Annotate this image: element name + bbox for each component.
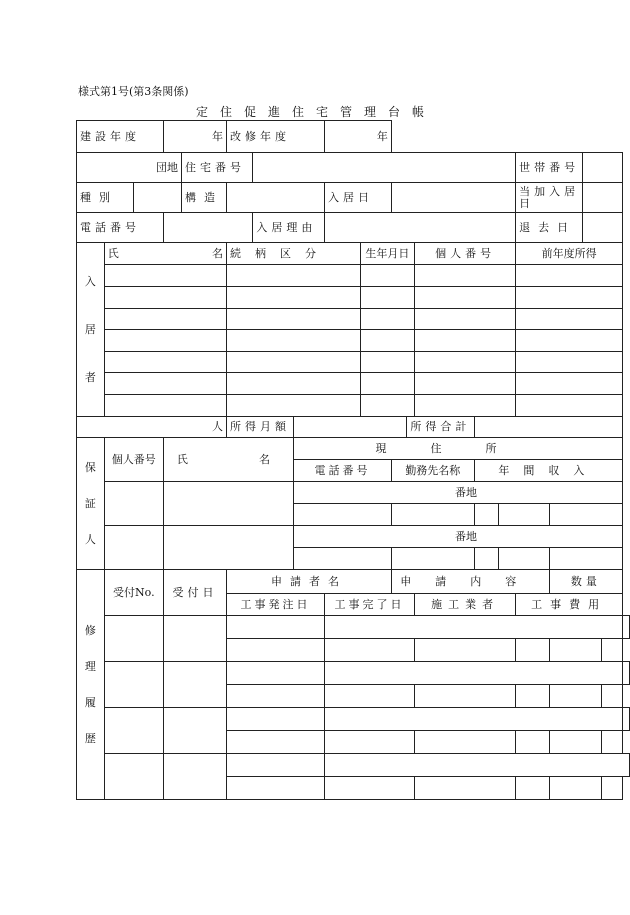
col-birth: 生年月日	[360, 243, 414, 265]
contractor-label: 施工業者	[415, 594, 516, 616]
reception-date-label: 受付日	[163, 570, 226, 616]
initial-move-in-value[interactable]	[583, 183, 623, 213]
guarantor2-phone[interactable]	[294, 548, 392, 570]
guarantor1-workplace[interactable]	[391, 504, 474, 526]
guarantor2-address[interactable]: 番地	[294, 526, 623, 548]
move-in-date-value[interactable]	[391, 183, 515, 213]
kind-label: 種別	[77, 183, 134, 213]
move-out-value[interactable]	[583, 213, 623, 243]
initial-move-in-label: 当加入居日	[516, 183, 583, 213]
repair-section: 修 理 履 歴	[77, 570, 105, 800]
form-number: 様式第1号(第3条関係)	[78, 85, 189, 98]
applicant-label: 申請者名	[227, 570, 392, 594]
guarantor2-name[interactable]	[163, 526, 293, 570]
move-out-label: 退去日	[516, 213, 583, 243]
request-label: 申請内容	[391, 570, 549, 594]
table-row[interactable]	[77, 330, 630, 352]
renovation-year-label: 改修年度	[227, 121, 325, 153]
residents-section: 入 居 者	[77, 243, 105, 417]
guarantor-phone-label: 電話番号	[294, 460, 392, 482]
monthly-income-value[interactable]	[294, 417, 407, 438]
income-total-value[interactable]	[474, 417, 622, 438]
built-year-label: 建設年度	[77, 121, 164, 153]
income-total-label: 所得合計	[407, 417, 475, 438]
col-name: 氏 名	[104, 243, 226, 265]
table-row[interactable]	[77, 309, 630, 330]
move-in-reason-value[interactable]	[325, 213, 516, 243]
order-date-label: 工事発注日	[227, 594, 325, 616]
renovation-year-value[interactable]: 年	[325, 121, 392, 153]
col-prev-income: 前年度所得	[516, 243, 623, 265]
guarantor1-phone[interactable]	[294, 504, 392, 526]
house-no-label: 住宅番号	[182, 153, 253, 183]
table-row[interactable]	[77, 708, 630, 731]
table-row[interactable]	[77, 265, 630, 287]
ledger-table	[76, 120, 630, 800]
guarantor1-address[interactable]: 番地	[294, 482, 623, 504]
table-row[interactable]	[77, 287, 630, 309]
reception-no-label: 受付No.	[104, 570, 163, 616]
house-no-value[interactable]	[253, 153, 516, 183]
move-in-reason-label: 入居理由	[253, 213, 325, 243]
table-row[interactable]	[77, 662, 630, 685]
structure-value[interactable]	[227, 183, 325, 213]
guarantor-personal-no-label: 個人番号	[104, 438, 163, 482]
cost-label: 工事費用	[516, 594, 623, 616]
col-personal-no: 個人番号	[415, 243, 516, 265]
address-label: 現住所	[294, 438, 623, 460]
page-title: 定住促進住宅管理台帳	[195, 105, 436, 119]
table-row[interactable]	[77, 373, 630, 395]
phone-label: 電話番号	[77, 213, 164, 243]
guarantor2-income[interactable]	[474, 548, 498, 570]
complete-date-label: 工事完了日	[325, 594, 415, 616]
kind-value[interactable]	[133, 183, 181, 213]
table-row[interactable]	[77, 616, 630, 639]
guarantor2-workplace[interactable]	[391, 548, 474, 570]
guarantor1-name[interactable]	[163, 482, 293, 526]
persons-count[interactable]: 人	[77, 417, 227, 438]
table-row[interactable]	[77, 395, 630, 417]
household-no-value[interactable]	[583, 153, 623, 183]
guarantor-name-label: 氏 名	[163, 438, 293, 482]
guarantor1-personal-no[interactable]	[104, 482, 163, 526]
move-in-date-label: 入居日	[325, 183, 392, 213]
quantity-label: 数量	[549, 570, 622, 594]
structure-label: 構造	[182, 183, 227, 213]
danchi-field[interactable]: 団地	[77, 153, 182, 183]
guarantor-section: 保 証 人	[77, 438, 105, 570]
built-year-value[interactable]: 年	[163, 121, 226, 153]
phone-value[interactable]	[163, 213, 253, 243]
guarantor1-income[interactable]	[474, 504, 498, 526]
household-no-label: 世帯番号	[516, 153, 583, 183]
guarantor2-personal-no[interactable]	[104, 526, 163, 570]
monthly-income-label: 所得月額	[227, 417, 294, 438]
table-row[interactable]	[77, 754, 630, 777]
col-relation: 続柄区分	[227, 243, 361, 265]
annual-income-label: 年間収入	[474, 460, 622, 482]
workplace-label: 勤務先名称	[391, 460, 474, 482]
table-row[interactable]	[77, 352, 630, 373]
